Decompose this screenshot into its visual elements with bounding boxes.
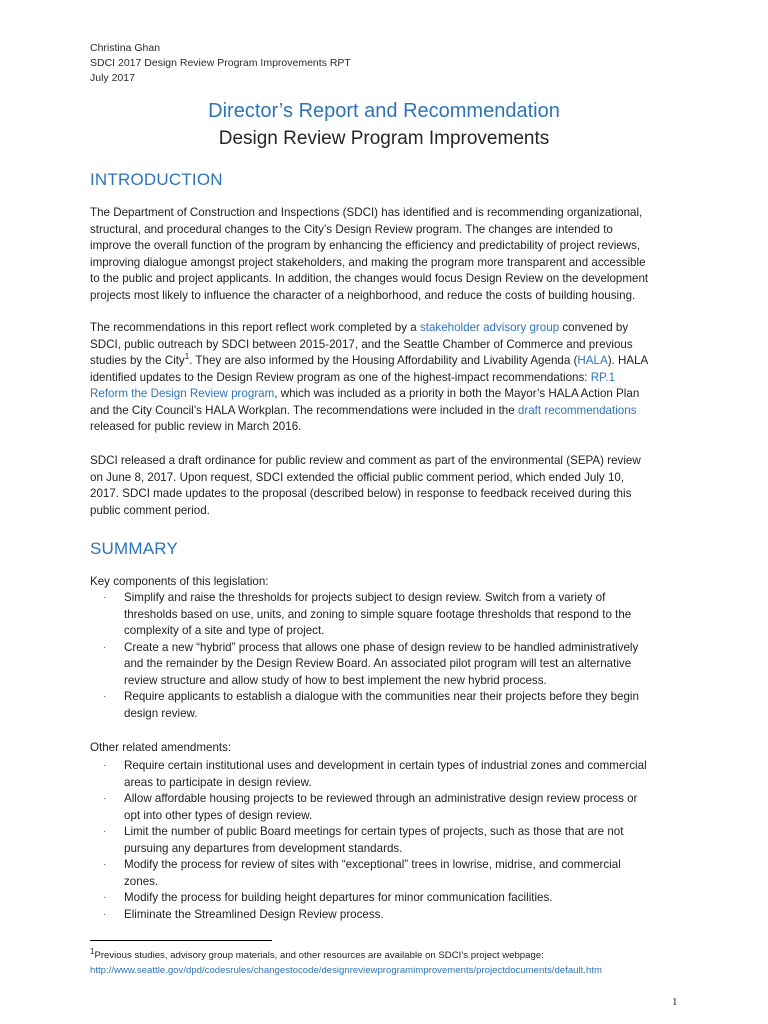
text-line: and the remainder by the Design Review Board. An associated pilot program will test an alternative [124,657,632,670]
text-line: structural, and procedural changes to the City’s Design Review program. The changes are intended to [90,222,613,236]
text-line [90,370,680,387]
header-author: Christina Ghan [90,42,161,54]
other-amendments-list [90,758,690,923]
text-line: Require certain institutional uses and development in certain types of industrial zones and commercial [124,759,647,772]
text-line: 2017. SDCI made updates to the proposal (described below) in response to feedback received during this [90,487,632,500]
text-line: SDCI released a draft ordinance for public review and comment as part of the environmental (SEPA) review [90,454,641,467]
bullet: · [103,592,107,603]
text-line [90,320,680,337]
text-line [90,403,680,420]
text-line: thresholds based on use, units, and zoning to simple square footage thresholds that respond to the [124,607,632,621]
bullet: · [103,760,107,771]
other-amendments-label: Other related amendments: [90,741,232,754]
text-run: ). HALA [607,354,649,367]
report-title: Director’s Report and Recommendation [208,100,560,122]
text-line: Modify the process for building height departures for minor communication facilities. [124,891,553,904]
list-item [90,791,690,824]
text-line: public comment period. [90,503,210,517]
text-line: to the public and project applicants. In addition, the changes would focus Design Review on the development [90,272,649,285]
footnote-text-line [90,948,602,963]
footnote-url-line [90,963,602,978]
reform-design-review-link[interactable]: Reform the Design Review program [90,387,275,400]
text-line: Modify the process for review of sites with “exceptional” trees in lowrise, midrise, and commercial [124,858,621,871]
project-webpage-link[interactable]: http://www.seattle.gov/dpd/codesrules/changestocode/designreviewprogramimprovements/projectdocuments/default.htm [90,965,602,976]
summary-heading: SUMMARY [90,539,178,558]
text-line: SDCI, public outreach by SDCI between 2015-2017, and the Seattle Chamber of Commerce and previous [90,337,633,351]
text-run: identified updates to the Design Review program as one of the highest-impact recommendations: [90,370,591,384]
document-header [90,41,351,86]
text-line: Eliminate the Streamlined Design Review process. [124,907,384,921]
footnote-text: Previous studies, advisory group materials, and other resources are available on SDCI’s project webpage: [94,950,544,961]
bullet: · [103,892,107,903]
bullet: · [103,908,107,920]
text-line: improve the overall function of the program by enhancing the efficiency and predictability of project reviews, [90,239,641,252]
bullet: · [103,641,107,653]
rp1-link[interactable]: RP.1 [590,370,616,384]
text-line: released for public review in March 2016. [90,420,302,433]
footnote [90,948,602,978]
footnote-mark: 1 [90,946,95,956]
footnote-reference: 1 [184,352,190,362]
list-item [90,824,690,857]
list-item [90,907,690,924]
text-run: and the City Council’s HALA Workplan. The recommendations were included in the [90,403,518,417]
intro-paragraph-2 [90,320,680,436]
bullet: · [103,691,107,702]
text-line: Create a new “hybrid” process that allows one phase of design review to be handled administratively [124,640,639,654]
text-run: convened by [559,321,629,334]
header-date: July 2017 [90,72,135,84]
text-line: complexity of a site and type of project. [124,624,325,637]
text-line: zones. [124,874,159,888]
text-line: Limit the number of public Board meetings for certain types of projects, such as those that are not [124,825,624,838]
introduction-heading: INTRODUCTION [90,170,223,189]
text-line [90,386,680,403]
text-line: review structure and allow study of how to best implement the new hybrid process. [124,673,547,687]
text-line: Require applicants to establish a dialogue with the communities near their projects before they begin [124,690,639,703]
hala-link[interactable]: HALA [577,354,608,367]
report-subtitle: Design Review Program Improvements [218,128,550,149]
header-document-title: SDCI 2017 Design Review Program Improvements RPT [90,57,351,69]
text-line: The Department of Construction and Inspections (SDCI) has identified and is recommending organizational, [90,206,643,219]
list-item [90,890,690,907]
footnote-divider [90,940,272,941]
draft-recommendations-link[interactable]: draft recommendations [517,403,637,417]
text-run: . They are also informed by the Housing Affordability and Livability Agenda ( [189,354,578,367]
text-run: , which was included as a priority in both the Mayor’s HALA Action Plan [274,387,640,400]
text-line: pursuing any departures from development standards. [124,841,403,855]
list-item [90,758,690,791]
text-line: areas to participate in design review. [124,775,312,789]
page-number: 1 [672,996,678,1008]
bullet: · [103,826,107,837]
text-line: design review. [124,706,198,720]
list-item [90,640,690,690]
text-line [90,353,680,370]
stakeholder-advisory-group-link[interactable]: stakeholder advisory group [419,321,560,334]
text-line: Allow affordable housing projects to be reviewed through an administrative design review process or [124,792,638,805]
list-item [90,689,690,722]
key-components-label: Key components of this legislation: [90,575,269,588]
text-line: opt into other types of design review. [124,808,313,822]
list-item [90,857,690,890]
text-run: studies by the City [90,354,185,367]
intro-paragraph-3 [90,453,680,519]
bullet: · [103,859,107,870]
intro-paragraph-1 [90,205,680,304]
text-run: The recommendations in this report reflect work completed by a [90,321,420,334]
text-line: projects most likely to influence the character of a neighborhood, and reduce the costs of building housing. [90,288,636,302]
bullet: · [103,793,107,804]
text-line: on June 8, 2017. Upon request, SDCI extended the official public comment period, which ended July 10, [90,470,625,484]
text-line: Simplify and raise the thresholds for projects subject to design review. Switch from a variety of [124,591,606,604]
list-item [90,590,690,640]
text-line: improving dialogue amongst project stakeholders, and making the program more transparent and accessible [90,255,646,269]
key-components-list [90,590,690,722]
